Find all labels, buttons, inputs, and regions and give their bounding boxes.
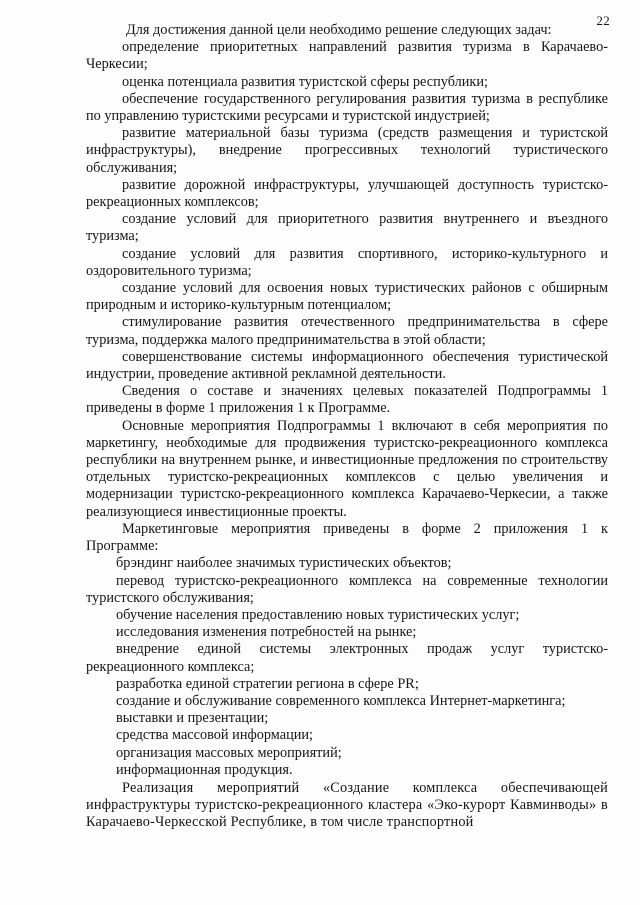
list-item: информационная продукция.: [116, 761, 293, 778]
list-item: обучение населения предоставлению новых туристических услуг;: [116, 606, 520, 623]
list-item: создание условий для развития спортивного, историко-культурного и оздоровительного туризма;: [86, 245, 608, 279]
list-item: обеспечение государственного регулирования развития туризма в республике по управлению туристскими ресурсами и туристской индустрией;: [86, 90, 608, 125]
paragraph: Маркетинговые мероприятия приведены в форме 2 приложения 1 к Программе:: [86, 520, 608, 555]
paragraph: Основные мероприятия Подпрограммы 1 включают в себя мероприятия по маркетингу, необходимые для продвижения туристско-рекреационного комплекса республики на внутреннем рынке, и инвестиционные предложения по строительству отдельных туристско-рекреационных комплексов с целью увеличения и модернизации туристско-рекреационного комплекса Карачаево-Черкесии, а также реализующиеся инвестиционные проекты.: [86, 417, 608, 520]
paragraph: Для достижения данной цели необходимо решение следующих задач:: [126, 22, 552, 38]
list-item: оценка потенциала развития туристской сферы республики;: [122, 73, 488, 90]
paragraph: Сведения о составе и значениях целевых показателей Подпрограммы 1 приведены в форме 1 приложения 1 к Программе.: [86, 383, 608, 417]
list-item: организация массовых мероприятий;: [116, 744, 342, 761]
list-item: стимулирование развития отечественного предпринимательства в сфере туризма, поддержка малого предпринимательства в этой области;: [86, 314, 608, 348]
document-body: [86, 22, 608, 832]
list-item: определение приоритетных направлений развития туризма в Карачаево-Черкесии;: [86, 39, 608, 73]
list-item: брэндинг наиболее значимых туристических объектов;: [116, 555, 452, 572]
paragraph: Реализация мероприятий «Создание комплекса обеспечивающей инфраструктуры туристско-рекреационного кластера «Эко-курорт Кавминводы» в Карачаево-Черкесской Республике, в том числе транспортной: [86, 779, 608, 831]
list-item: создание условий для приоритетного развития внутреннего и въездного туризма;: [86, 211, 608, 245]
list-item: совершенствование системы информационного обеспечения туристической индустрии, проведение активной рекламной деятельности.: [86, 348, 608, 383]
list-item: развитие дорожной инфраструктуры, улучшающей доступность туристско-рекреационных комплексов;: [86, 176, 608, 211]
list-item: внедрение единой системы электронных продаж услуг туристско-рекреационного комплекса;: [86, 641, 608, 675]
list-item: средства массовой информации;: [116, 727, 314, 744]
list-item: создание и обслуживание современного комплекса Интернет-маркетинга;: [116, 692, 566, 709]
list-item: развитие материальной базы туризма (средств размещения и туристской инфраструктуры), внедрение прогрессивных технологий туристического обслуживания;: [86, 125, 608, 176]
list-item: перевод туристско-рекреационного комплекса на современные технологии туристского обслуживания;: [86, 572, 608, 606]
list-item: выставки и презентации;: [116, 710, 269, 727]
list-item: создание условий для освоения новых туристических районов с обширным природным и историко-культурным потенциалом;: [86, 280, 608, 314]
list-item: разработка единой стратегии региона в сфере PR;: [116, 675, 419, 692]
page-number: 22: [596, 13, 610, 28]
list-item: исследования изменения потребностей на рынке;: [116, 624, 417, 641]
